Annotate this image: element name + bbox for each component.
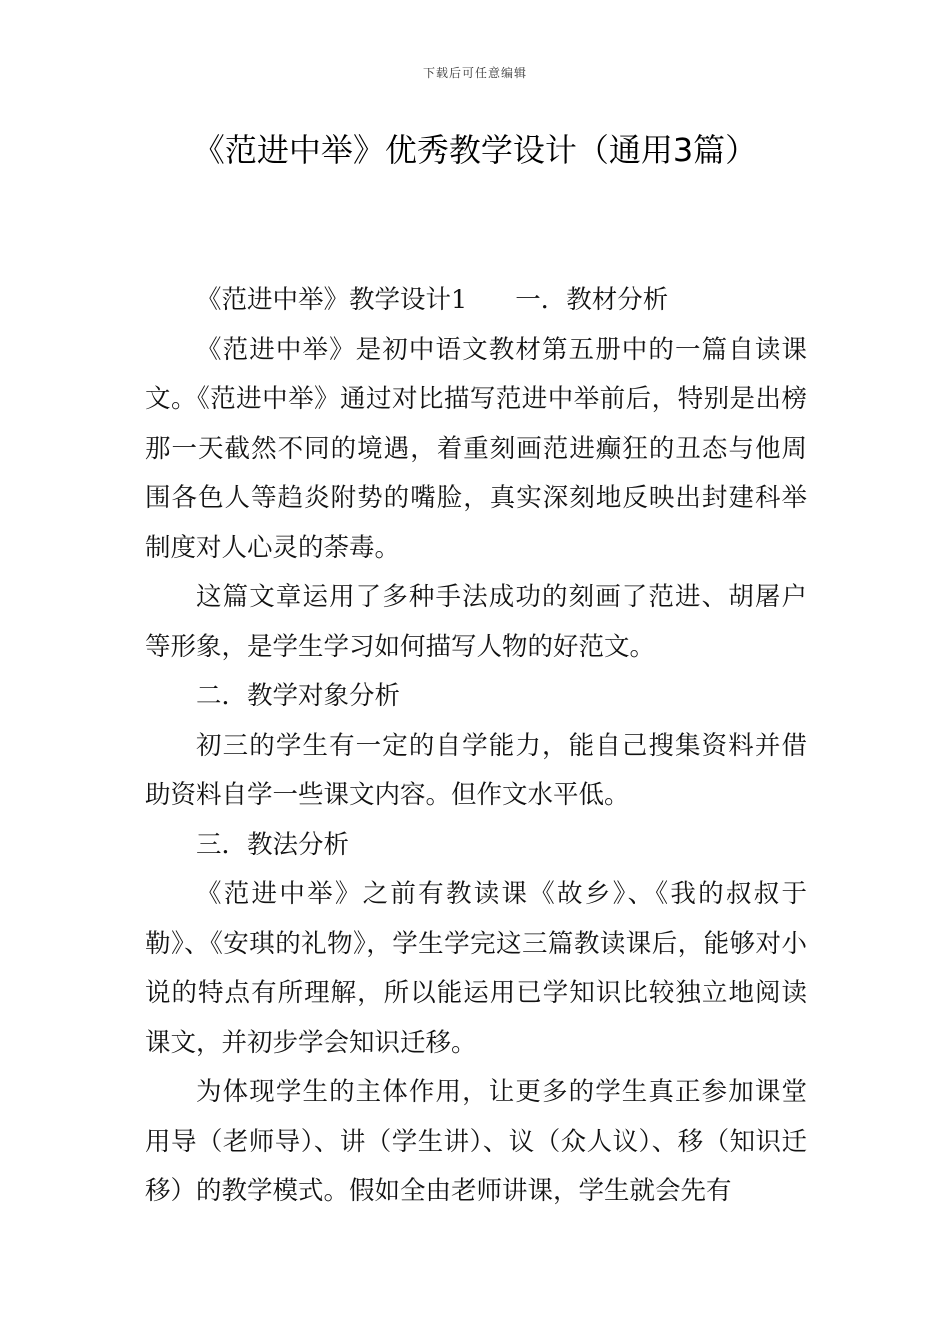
section-heading: 二．教学对象分析 [196,681,401,711]
paragraph: 《范进中举》是初中语文教材第五册中的一篇自读课文。《范进中举》通过对比描写范进中举前后，特别是出榜那一天截然不同的境遇，着重刻画范进癫狂的丑态与他周围各色人等趋炎附势的嘴脸，真实深刻地反映出封建科举制度对人心灵的荼毒。 [145,334,807,563]
paragraph: 《范进中举》之前有教读课《故乡》、《我的叔叔于勒》、《安琪的礼物》，学生学完这三篇教读课后，能够对小说的特点有所理解，所以能运用已学知识比较独立地阅读课文，并初步学会知识迁移。 [145,879,807,1058]
intro-line [145,276,807,326]
document-title: 《范进中举》优秀教学设计（通用3篇） [192,131,758,169]
section-heading: 一．教材分析 [515,285,669,315]
document-body [145,276,807,1217]
paragraph: 初三的学生有一定的自学能力，能自己搜集资料并借助资料自学一些课文内容。但作文水平低。 [145,730,807,810]
paragraph: 这篇文章运用了多种手法成功的刻画了范进、胡屠户等形象，是学生学习如何描写人物的好范文。 [145,582,807,662]
paragraph: 为体现学生的主体作用，让更多的学生真正参加课堂用导（老师导）、讲（学生讲）、议（众人议）、移（知识迁移）的教学模式。假如全由老师讲课，学生就会先有 [145,1077,807,1206]
part-label: 《范进中举》教学设计1 [196,285,468,315]
header-note: 下载后可任意编辑 [422,66,527,80]
section-heading: 三．教法分析 [196,829,350,860]
